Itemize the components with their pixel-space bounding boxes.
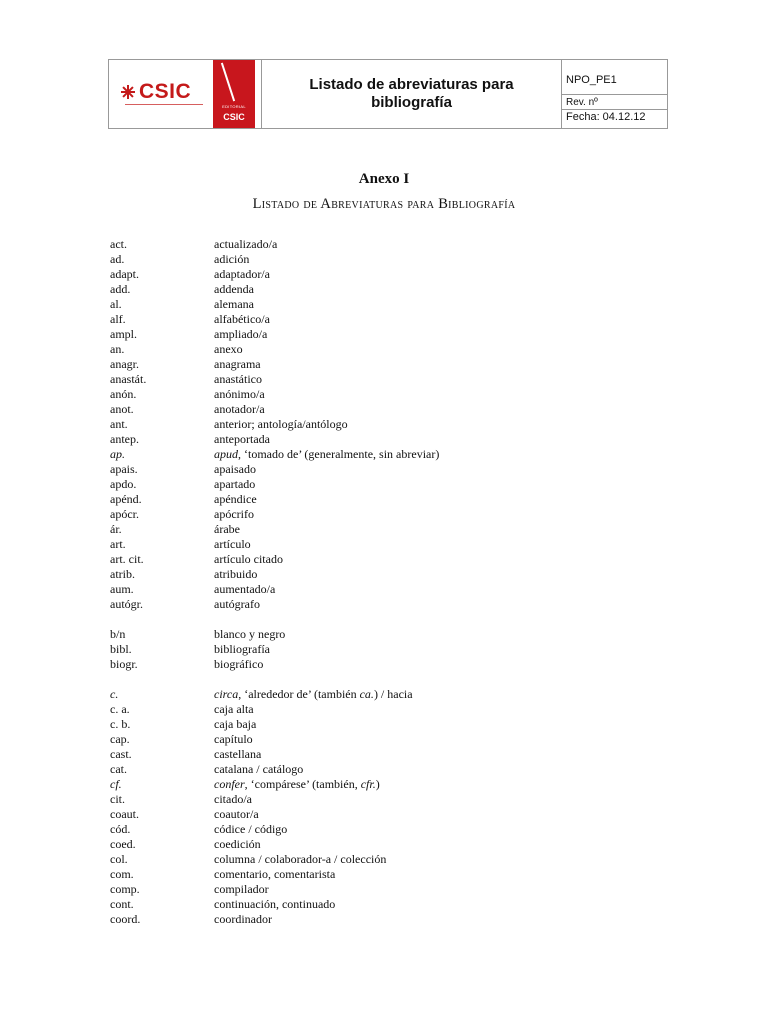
document-code: NPO_PE1	[562, 60, 667, 95]
abbreviation: art. cit.	[110, 552, 144, 566]
abbreviation: coaut.	[110, 807, 139, 821]
definition	[214, 252, 670, 267]
definition	[214, 747, 670, 762]
definition-text: compilador	[214, 882, 269, 896]
abbreviation: cast.	[110, 747, 132, 761]
group-gap	[110, 672, 670, 687]
csic-seal-icon	[121, 85, 135, 99]
definition	[214, 912, 670, 927]
list-item	[110, 792, 670, 807]
list-subtitle: Listado de Abreviaturas para Bibliografía	[252, 196, 516, 212]
csic-logo-text: CSIC	[139, 80, 192, 103]
list-item	[110, 657, 670, 672]
definition	[214, 267, 670, 282]
list-item	[110, 912, 670, 927]
definition-text: comentario, comentarista	[214, 867, 336, 881]
definition-text: castellana	[214, 747, 262, 761]
abbreviation: ampl.	[110, 327, 137, 341]
definition-text: códice / código	[214, 822, 288, 836]
definition-text: biográfico	[214, 657, 264, 671]
definition-text: coautor/a	[214, 807, 259, 821]
abbreviation: ár.	[110, 522, 122, 536]
definition	[214, 642, 670, 657]
abbreviation: apais.	[110, 462, 138, 476]
definition-text: citado/a	[214, 792, 252, 806]
definition	[214, 372, 670, 387]
definition-text: apartado	[214, 477, 256, 491]
definition-italic: circa	[214, 687, 239, 701]
definition-text: caja baja	[214, 717, 257, 731]
definition	[214, 867, 670, 882]
abbreviation: anón.	[110, 387, 137, 401]
definition-text: continuación, continuado	[214, 897, 336, 911]
abbreviation: al.	[110, 297, 122, 311]
abbreviation: apócr.	[110, 507, 139, 521]
list-item	[110, 627, 670, 642]
definition-text: capítulo	[214, 732, 253, 746]
definition	[214, 717, 670, 732]
abbreviation: c. a.	[110, 702, 130, 716]
definition	[214, 732, 670, 747]
definition	[214, 792, 670, 807]
definition-text: blanco y negro	[214, 627, 286, 641]
definition	[214, 837, 670, 852]
list-item	[110, 882, 670, 897]
definition-text: aumentado/a	[214, 582, 276, 596]
abbreviation: ad.	[110, 252, 125, 266]
definition	[214, 657, 670, 672]
definition	[214, 582, 670, 597]
header-title: Listado de abreviaturas para bibliografía	[262, 60, 562, 128]
definition	[214, 492, 670, 507]
list-item	[110, 417, 670, 432]
definition	[214, 417, 670, 432]
definition	[214, 552, 670, 567]
abbreviation: c. b.	[110, 717, 131, 731]
definition-text: artículo	[214, 537, 251, 551]
definition	[214, 702, 670, 717]
definition	[214, 777, 670, 792]
definition-text: apéndice	[214, 492, 257, 506]
abbreviation: art.	[110, 537, 126, 551]
definition-italic: apud	[214, 447, 238, 461]
definition-text: anónimo/a	[214, 387, 265, 401]
abbreviation: coord.	[110, 912, 141, 926]
list-item	[110, 507, 670, 522]
list-item	[110, 762, 670, 777]
definition	[214, 327, 670, 342]
definition	[214, 432, 670, 447]
definition-text: árabe	[214, 522, 240, 536]
list-item	[110, 807, 670, 822]
list-item	[110, 387, 670, 402]
definition-text: ) / hacia	[373, 687, 413, 701]
definition	[214, 342, 670, 357]
definition-text: addenda	[214, 282, 254, 296]
definition	[214, 282, 670, 297]
definition-text: anotador/a	[214, 402, 265, 416]
definition	[214, 627, 670, 642]
definition	[214, 297, 670, 312]
definition-text: anterior; antología/antólogo	[214, 417, 348, 431]
list-item	[110, 237, 670, 252]
definition-text: artículo citado	[214, 552, 283, 566]
list-item	[110, 282, 670, 297]
list-item	[110, 492, 670, 507]
annex-heading: Anexo I	[358, 171, 410, 187]
definition-italic: cfr.	[360, 777, 376, 791]
definition	[214, 897, 670, 912]
list-item	[110, 897, 670, 912]
list-item	[110, 582, 670, 597]
abbreviation: cód.	[110, 822, 131, 836]
list-item	[110, 357, 670, 372]
definition-text: ampliado/a	[214, 327, 268, 341]
definition	[214, 567, 670, 582]
list-item	[110, 432, 670, 447]
definition-text: bibliografía	[214, 642, 270, 656]
abbreviation: bibl.	[110, 642, 132, 656]
definition	[214, 447, 670, 462]
definition-text: columna / colaborador-a / colección	[214, 852, 387, 866]
list-item	[110, 552, 670, 567]
list-item	[110, 297, 670, 312]
list-item	[110, 867, 670, 882]
list-item	[110, 372, 670, 387]
definition-text: adaptador/a	[214, 267, 270, 281]
abbreviation: an.	[110, 342, 125, 356]
definition-text: actualizado/a	[214, 237, 278, 251]
list-item	[110, 312, 670, 327]
list-item	[110, 687, 670, 702]
editorial-brand: CSIC	[223, 112, 245, 122]
abbreviation: cont.	[110, 897, 134, 911]
abbreviation: anastát.	[110, 372, 147, 386]
abbreviation: col.	[110, 852, 128, 866]
abbreviation: cap.	[110, 732, 130, 746]
definition-text: anexo	[214, 342, 243, 356]
definition	[214, 522, 670, 537]
abbreviation: aum.	[110, 582, 134, 596]
document-date: Fecha: 04.12.12	[566, 111, 646, 123]
definition	[214, 507, 670, 522]
list-item	[110, 852, 670, 867]
definition-text: atribuido	[214, 567, 258, 581]
list-item	[110, 702, 670, 717]
csic-logo	[121, 80, 191, 104]
definition	[214, 312, 670, 327]
list-item	[110, 402, 670, 417]
abbreviation: com.	[110, 867, 134, 881]
logo-cell	[109, 60, 262, 128]
editorial-label: EDITORIAL	[222, 104, 246, 109]
document-header	[108, 59, 668, 129]
definition	[214, 882, 670, 897]
definition-text: catalana / catálogo	[214, 762, 304, 776]
revision-number: Rev. nº	[562, 95, 667, 110]
definition-text: anagrama	[214, 357, 261, 371]
definition	[214, 852, 670, 867]
abbreviation: ant.	[110, 417, 128, 431]
definition-italic: ca.	[359, 687, 374, 701]
definition-text: coedición	[214, 837, 261, 851]
definition-text: apaisado	[214, 462, 256, 476]
abbreviation: adapt.	[110, 267, 139, 281]
list-item	[110, 822, 670, 837]
abbreviation: apdo.	[110, 477, 137, 491]
list-item	[110, 717, 670, 732]
abbreviation: anot.	[110, 402, 134, 416]
list-item	[110, 462, 670, 477]
list-item	[110, 477, 670, 492]
definition	[214, 822, 670, 837]
list-item	[110, 837, 670, 852]
list-item	[110, 447, 670, 462]
abbreviation: coed.	[110, 837, 136, 851]
list-item	[110, 342, 670, 357]
definition	[214, 462, 670, 477]
abbreviation: cat.	[110, 762, 127, 776]
list-item	[110, 597, 670, 612]
abbreviation: anagr.	[110, 357, 139, 371]
definition	[214, 387, 670, 402]
list-item	[110, 642, 670, 657]
header-meta	[562, 60, 667, 128]
abbreviation: autógr.	[110, 597, 143, 611]
definition-text: anastático	[214, 372, 262, 386]
definition	[214, 402, 670, 417]
abbreviation: cit.	[110, 792, 125, 806]
definition	[214, 762, 670, 777]
definition-text: coordinador	[214, 912, 272, 926]
list-item	[110, 252, 670, 267]
definition	[214, 537, 670, 552]
definition-text: , ‘compárese’ (también,	[244, 777, 361, 791]
definition-text: , ‘tomado de’ (generalmente, sin abreviar)	[238, 447, 440, 461]
list-item	[110, 777, 670, 792]
abbreviation: b/n	[110, 627, 126, 641]
abbreviation: alf.	[110, 312, 126, 326]
abbreviation: antep.	[110, 432, 139, 446]
definition-text: autógrafo	[214, 597, 260, 611]
definition	[214, 597, 670, 612]
definition	[214, 357, 670, 372]
editorial-csic-logo	[213, 60, 255, 128]
definition	[214, 807, 670, 822]
abbreviation: biogr.	[110, 657, 138, 671]
abbreviation: ap.	[110, 447, 125, 461]
abbreviation-list	[110, 237, 670, 927]
list-item	[110, 327, 670, 342]
definition-text: anteportada	[214, 432, 270, 446]
list-item	[110, 522, 670, 537]
list-item	[110, 537, 670, 552]
csic-logo-subline	[125, 104, 203, 108]
abbreviation: cf.	[110, 777, 122, 791]
definition-text: apócrifo	[214, 507, 254, 521]
list-item	[110, 732, 670, 747]
definition-text: alfabético/a	[214, 312, 270, 326]
list-item	[110, 267, 670, 282]
list-item	[110, 567, 670, 582]
group-gap	[110, 612, 670, 627]
definition-text: , ‘alrededor de’ (también	[238, 687, 360, 701]
abbreviation: atrib.	[110, 567, 135, 581]
definition	[214, 687, 670, 702]
abbreviation: apénd.	[110, 492, 142, 506]
abbreviation: act.	[110, 237, 127, 251]
list-item	[110, 747, 670, 762]
definition	[214, 237, 670, 252]
abbreviation: add.	[110, 282, 131, 296]
definition-italic: confer	[214, 777, 245, 791]
definition-text: caja alta	[214, 702, 254, 716]
definition-text: adición	[214, 252, 250, 266]
definition	[214, 477, 670, 492]
abbreviation: comp.	[110, 882, 140, 896]
definition-text: )	[375, 777, 380, 791]
abbreviation: c.	[110, 687, 119, 701]
definition-text: alemana	[214, 297, 254, 311]
editorial-slash-icon	[221, 63, 235, 102]
